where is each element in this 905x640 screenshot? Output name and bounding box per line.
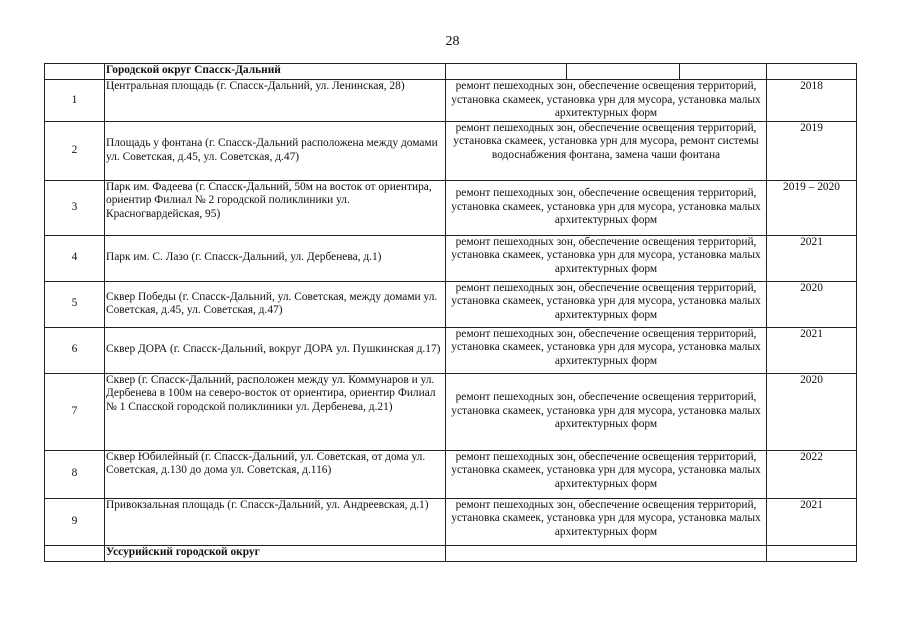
section-title: Уссурийский городской округ [105,545,446,561]
row-number: 8 [45,450,105,498]
section-split-cell [446,64,767,80]
year: 2022 [767,450,857,498]
row-number: 6 [45,327,105,373]
table-row [45,498,857,545]
work-description: ремонт пешеходных зон, обеспечение освещения территорий, установка скамеек, установка урн для мусора, установка малых архитектурных форм [446,498,767,545]
row-number: 5 [45,281,105,327]
row-number: 4 [45,235,105,281]
object-name: Центральная площадь (г. Спасск-Дальний, ул. Ленинская, 28) [105,80,446,122]
object-name: Парк им. С. Лазо (г. Спасск-Дальний, ул. Дербенева, д.1) [105,235,446,281]
row-number: 7 [45,373,105,450]
object-name: Сквер Юбилейный (г. Спасск-Дальний, ул. Советская, от дома ул. Советская, д.130 до дома ул. Советская, д.116) [105,450,446,498]
year: 2020 [767,281,857,327]
year: 2021 [767,327,857,373]
object-name: Привокзальная площадь (г. Спасск-Дальний, ул. Андреевская, д.1) [105,498,446,545]
works-table [44,63,857,562]
object-name: Площадь у фонтана (г. Спасск-Дальний расположена между домами ул. Советская, д.45, ул. Советская, д.47) [105,121,446,180]
section-work-cell [446,545,767,561]
work-description: ремонт пешеходных зон, обеспечение освещения территорий, установка скамеек, установка урн для мусора, установка малых архитектурных форм [446,180,767,235]
table-row [45,235,857,281]
section-title: Городской округ Спасск-Дальний [105,64,446,80]
work-description: ремонт пешеходных зон, обеспечение освещения территорий, установка скамеек, установка урн для мусора, установка малых архитектурных форм [446,80,767,122]
row-number: 1 [45,80,105,122]
section-year-cell [767,545,857,561]
table-row [45,450,857,498]
work-description: ремонт пешеходных зон, обеспечение освещения территорий, установка скамеек, установка урн для мусора, установка малых архитектурных форм [446,450,767,498]
work-description: ремонт пешеходных зон, обеспечение освещения территорий, установка скамеек, установка урн для мусора, ремонт системы водоснабжения фонтана, замена чаши фонтана [446,121,767,180]
section-row [45,64,857,80]
work-description: ремонт пешеходных зон, обеспечение освещения территорий, установка скамеек, установка урн для мусора, установка малых архитектурных форм [446,327,767,373]
work-description: ремонт пешеходных зон, обеспечение освещения территорий, установка скамеек, установка урн для мусора, установка малых архитектурных форм [446,235,767,281]
table-row [45,180,857,235]
page-number: 28 [445,34,460,49]
work-description: ремонт пешеходных зон, обеспечение освещения территорий, установка скамеек, установка урн для мусора, установка малых архитектурных форм [446,281,767,327]
table-row [45,80,857,122]
row-number: 9 [45,498,105,545]
object-name: Сквер ДОРА (г. Спасск-Дальний, вокруг ДОРА ул. Пушкинская д.17) [105,327,446,373]
work-description: ремонт пешеходных зон, обеспечение освещения территорий, установка скамеек, установка урн для мусора, установка малых архитектурных форм [446,373,767,450]
object-name: Парк им. Фадеева (г. Спасск-Дальний, 50м на восток от ориентира, ориентир Филиал № 2 городской поликлиники ул. Красногвардейская, 95) [105,180,446,235]
year: 2019 – 2020 [767,180,857,235]
table-row [45,281,857,327]
year: 2019 [767,121,857,180]
section-row [45,545,857,561]
table-row [45,327,857,373]
object-name: Сквер Победы (г. Спасск-Дальний, ул. Советская, между домами ул. Советская, д.45, ул. Советская, д.47) [105,281,446,327]
table-row [45,373,857,450]
object-name: Сквер (г. Спасск-Дальний, расположен между ул. Коммунаров и ул. Дербенева в 100м на северо-восток от ориентира, ориентир Филиал № 1 Спасской городской поликлиники ул. Дербенева, д.21) [105,373,446,450]
section-num-cell [45,64,105,80]
year: 2018 [767,80,857,122]
year: 2021 [767,235,857,281]
row-number: 2 [45,121,105,180]
section-num-cell [45,545,105,561]
year: 2020 [767,373,857,450]
table-row [45,121,857,180]
year: 2021 [767,498,857,545]
section-year-cell [767,64,857,80]
row-number: 3 [45,180,105,235]
